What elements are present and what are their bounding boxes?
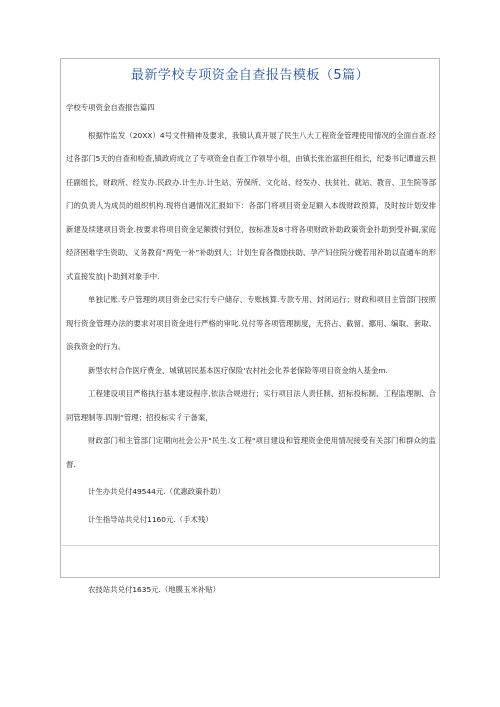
paragraph-2: 单独记账.专户管理的项目资金已实行专户储存、专账核算.专款专用、封闭运行；财政和项目主管部门按照现行资金管理办法的要求对项目资金进行严格的审叱.兑付等各项管理制度，无挤占、截留、挪用、编取、套取、浪我资金的行为。	[66, 295, 436, 351]
document-body	[66, 96, 436, 531]
paragraph-5: 财政部门和主管部门定期向社会公开"民生.女工程"项目建设和管理资金使用情况接受有关部门和群众的监督.	[66, 436, 436, 469]
paragraph-4: 工程建设项目严格执行基本建设程序,依法合规进行；实行项目法人责任制、招标投标制、工程监理制、合同管理制等.四制“管理；招投标实彳亍备案，	[66, 389, 436, 422]
paragraph-6: 计生办共兑付49544元.（优惠政策扑助）	[88, 487, 225, 496]
document-title: 最新学校专项资金自查报告模板（5篇）	[130, 68, 370, 83]
paragraph-1: 根据怍监发（20XX）4号文件精神及要求，我镇认真开展了民生八大工程资金管理使用情况的全面自查.经过各部门5天的自查和检查,镇政府成立了专项资金自查工作领导小组，由镇长张治富担任组长，纪委书记谭道云担任副组长，财政所、经发办.民政办.计生办.计生站、劳保所、文化站、经发办、扶贫社、就站、教音、卫生院等部门的负责人为成员的组织机构.现将自遇情况汇报如下：各部门将项目资金足额入本级财政预算，及时按计划安排新建及续建项目资金.按要求将项目资金足额拨付到位，按标准及8寸将各项财政补助政策资金扑助到受补碣,家庭经济困难学生资助、义务教育“两免一补”补助到人；计划生育各微励扶助、孕产妇住院分娩若用补助以直通车的形式直接发放|卜助到对象手中.	[66, 130, 436, 281]
paragraph-7: 计生指导站共兑付1160元.（手术残）	[88, 514, 213, 524]
section-heading: 学校专项资金自查报告篇四	[66, 103, 155, 112]
row-divider	[60, 545, 440, 546]
paragraph-3: 新型农村合作医疗费金、城镇居民基本医疗保险'农村社会化养老保险等项目资金纳入基金m.	[88, 365, 388, 375]
trailing-line: 农技站共兑付1635元.（地膜玉米补贴）	[88, 585, 221, 594]
